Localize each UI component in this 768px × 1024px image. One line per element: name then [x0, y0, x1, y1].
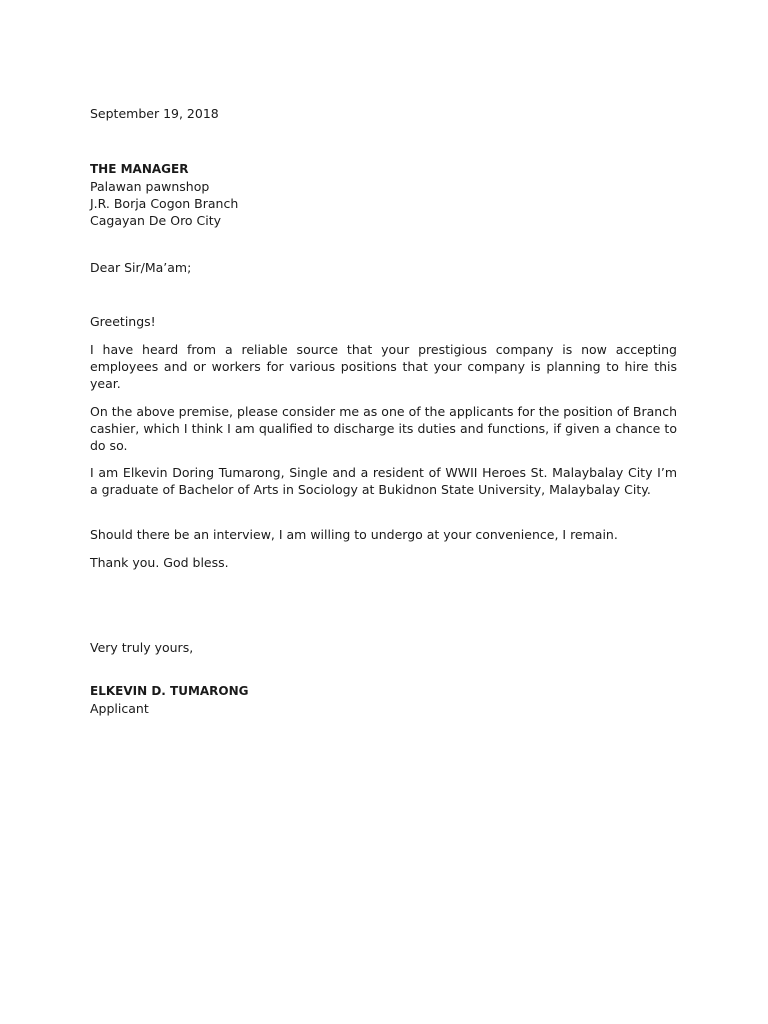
- greeting: Greetings!: [90, 314, 156, 329]
- body-paragraph-5: Thank you. God bless.: [90, 555, 229, 570]
- recipient-title: THE MANAGER: [90, 162, 189, 176]
- recipient-city: Cagayan De Oro City: [90, 213, 222, 228]
- salutation: Dear Sir/Ma’am;: [90, 260, 192, 275]
- signer-role: Applicant: [90, 701, 149, 716]
- body-paragraph-3: I am Elkevin Doring Tumarong, Single and a resident of WWII Heroes St. Malaybalay City I’m a graduate of Bachelor of Arts in Sociology at Bukidnon State University, Malaybalay City.: [90, 465, 677, 497]
- recipient-branch: J.R. Borja Cogon Branch: [90, 196, 239, 211]
- letter-date: September 19, 2018: [90, 106, 219, 121]
- recipient-company: Palawan pawnshop: [90, 179, 210, 194]
- closing: Very truly yours,: [90, 640, 194, 655]
- body-paragraph-4: Should there be an interview, I am willing to undergo at your convenience, I remain.: [90, 527, 618, 542]
- body-paragraph-1: I have heard from a reliable source that your prestigious company is now accepting employees and or workers for various positions that your company is planning to hire this year.: [90, 342, 677, 391]
- body-paragraph-2: On the above premise, please consider me as one of the applicants for the position of Branch cashier, which I think I am qualified to discharge its duties and functions, if given a chance to do so.: [90, 404, 677, 453]
- signer-name: ELKEVIN D. TUMARONG: [90, 684, 249, 698]
